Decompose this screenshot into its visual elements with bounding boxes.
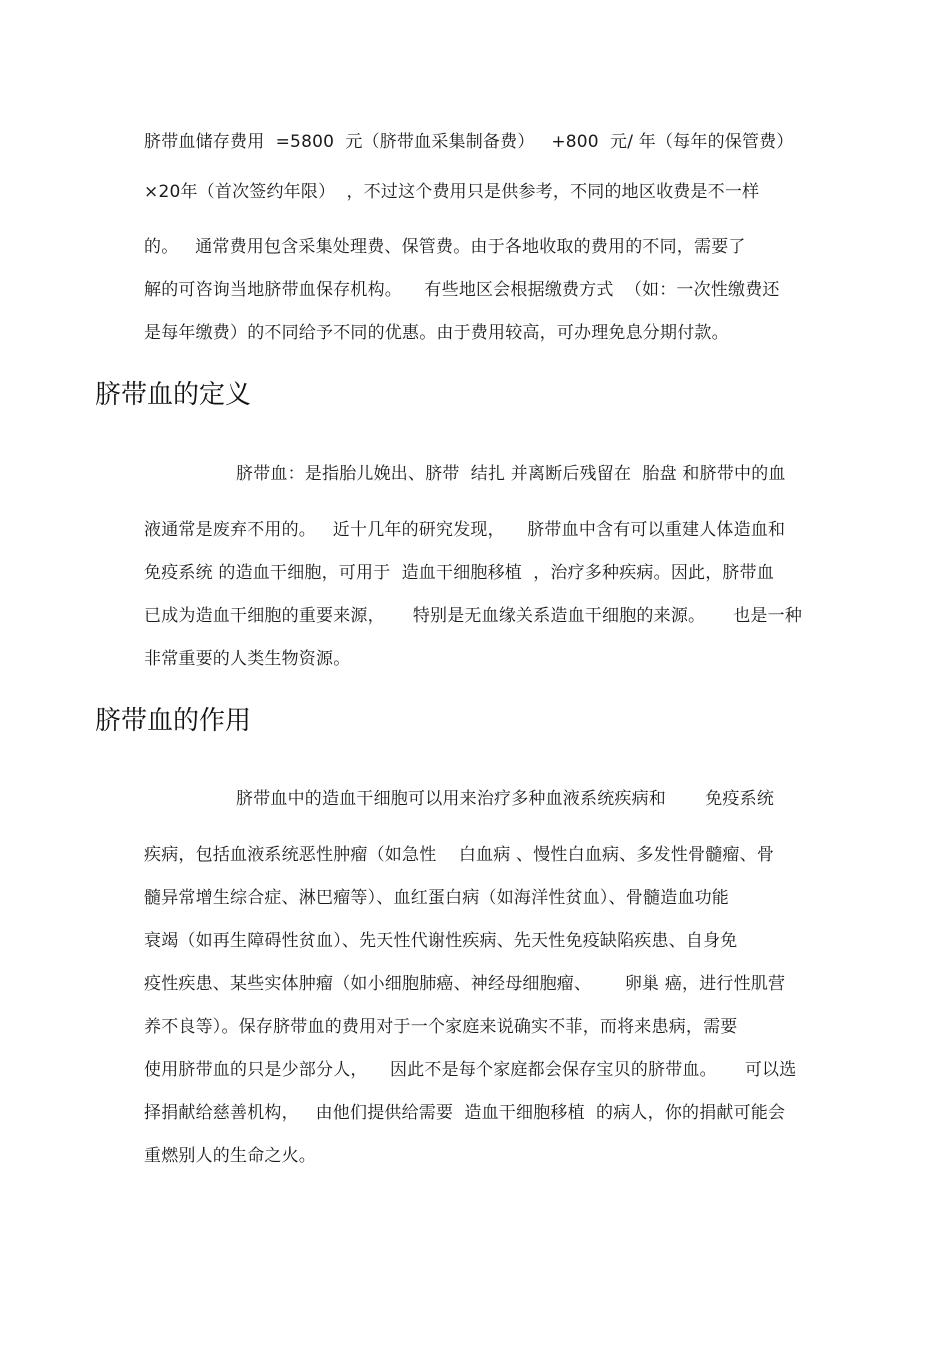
intro-line-2: ×20年（首次签约年限） ，不过这个费用只是供参考，不同的地区收费是不一样	[144, 182, 760, 202]
intro-line-1: 脐带血储存费用 =5800 元（脐带血采集制备费） +800 元/ 年（每年的保管费）	[144, 132, 794, 152]
intro-line-5: 是每年缴费）的不同给予不同的优惠。由于费用较高，可办理免息分期付款。	[144, 323, 729, 343]
definition-line-3: 免疫系统 的造血干细胞，可用于 造血干细胞移植 ，治疗多种疾病。因此，脐带血	[144, 563, 775, 583]
function-line-8: 择捐献给慈善机构， 由他们提供给需要 造血干细胞移植 的病人，你的捐献可能会	[144, 1103, 786, 1123]
section-heading-definition: 脐带血的定义	[95, 380, 252, 410]
function-line-6: 养不良等）。保存脐带血的费用对于一个家庭来说确实不菲，而将来患病，需要	[144, 1017, 738, 1037]
function-line-4: 衰竭（如再生障碍性贫血）、先天性代谢性疾病、先天性免疫缺陷疾患、自身免	[144, 931, 738, 951]
definition-line-4: 已成为造血干细胞的重要来源， 特别是无血缘关系造血干细胞的来源。 也是一种	[144, 606, 803, 626]
definition-line-1: 脐带血：是指胎儿娩出、脐带 结扎 并离断后残留在 胎盘 和脐带中的血	[236, 464, 786, 484]
function-line-1: 脐带血中的造血干细胞可以用来治疗多种血液系统疾病和 免疫系统	[236, 789, 775, 809]
function-line-5: 疫性疾患、某些实体肿瘤（如小细胞肺癌、神经母细胞瘤、 卵巢 癌，进行性肌营	[144, 974, 786, 994]
intro-line-4: 解的可咨询当地脐带血保存机构。 有些地区会根据缴费方式 （如：一次性缴费还	[144, 280, 780, 300]
definition-line-2: 液通常是废弃不用的。 近十几年的研究发现， 脐带血中含有可以重建人体造血和	[144, 520, 786, 540]
function-line-2: 疾病，包括血液系统恶性肿瘤（如急性 白血病 、慢性白血病、多发性骨髓瘤、骨	[144, 845, 775, 865]
intro-line-3: 的。 通常费用包含采集处理费、保管费。由于各地收取的费用的不同，需要了	[144, 237, 746, 257]
function-line-9: 重燃别人的生命之火。	[144, 1146, 316, 1166]
section-heading-function: 脐带血的作用	[95, 706, 252, 736]
function-line-3: 髓异常增生综合症、淋巴瘤等）、血红蛋白病（如海洋性贫血）、骨髓造血功能	[144, 888, 729, 908]
definition-line-5: 非常重要的人类生物资源。	[144, 649, 351, 669]
function-line-7: 使用脐带血的只是少部分人， 因此不是每个家庭都会保存宝贝的脐带血。 可以选	[144, 1060, 797, 1080]
